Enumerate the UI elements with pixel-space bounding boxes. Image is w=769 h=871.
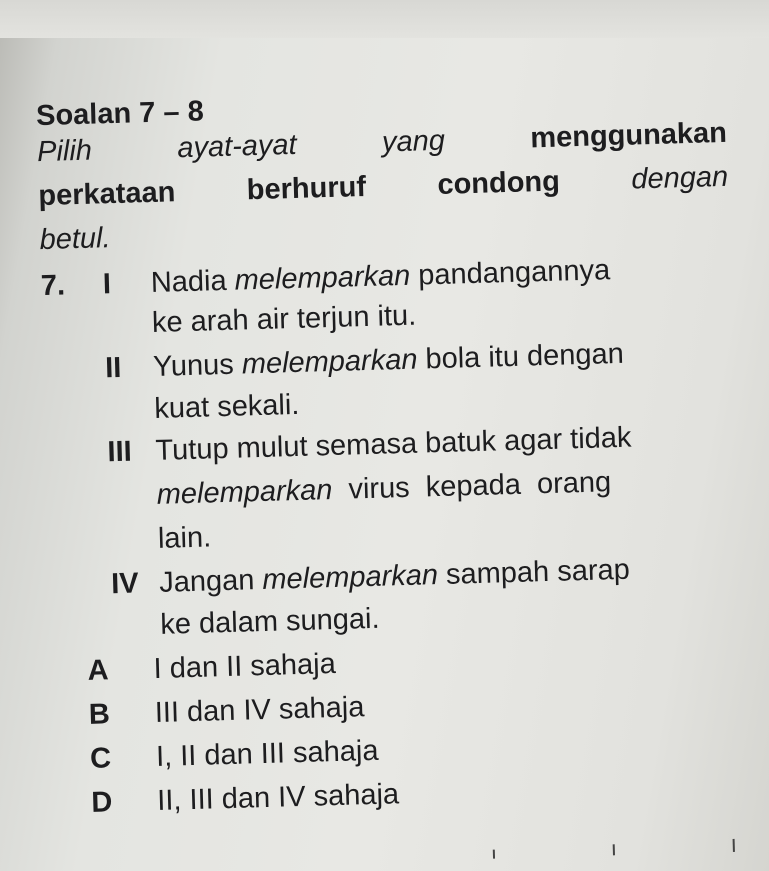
instruction-word: menggunakan	[529, 116, 728, 155]
instruction-word: yang	[381, 124, 446, 159]
instruction-word: condong	[437, 165, 561, 201]
instruction-word: berhuruf	[246, 170, 367, 207]
item-text: Tutup mulut semasa batuk agar tidak	[155, 421, 632, 467]
item-numeral: III	[107, 435, 133, 469]
option-letter: A	[87, 654, 110, 687]
bottom-tick-marks	[493, 837, 769, 859]
item-text-plain: Yunus	[152, 348, 243, 383]
item-text: lain.	[157, 521, 212, 555]
item-text-italic: melemparkan	[234, 259, 411, 297]
item-text-plain: pandangannya	[409, 254, 611, 292]
item-text-plain: sampah sarap	[437, 553, 631, 592]
instruction-word: perkataan	[37, 176, 176, 213]
option-letter: D	[90, 786, 113, 819]
option-text: I, II dan III sahaja	[155, 734, 379, 774]
instruction-word: Pilih	[36, 134, 93, 169]
item-text-italic: melemparkan	[241, 343, 418, 381]
item-numeral: IV	[110, 567, 140, 601]
question-number: 7.	[40, 269, 66, 303]
option-letter: C	[89, 742, 112, 775]
item-text-plain: Nadia	[150, 264, 236, 299]
item-text-plain: Jangan	[158, 564, 263, 599]
option-text: II, III dan IV sahaja	[156, 778, 400, 818]
item-numeral: II	[104, 351, 122, 385]
item-text	[156, 462, 612, 515]
item-text: ke dalam sungai.	[159, 602, 380, 641]
item-text-italic: melemparkan	[156, 474, 333, 511]
option-text: III dan IV sahaja	[154, 691, 365, 730]
item-text: kuat sekali.	[153, 388, 300, 425]
option-letter: B	[88, 698, 111, 731]
instruction-word: dengan	[630, 160, 729, 196]
instruction-line-3: betul.	[39, 222, 111, 257]
item-text-plain: virus kepada orang	[331, 466, 612, 507]
item-text-italic: melemparkan	[261, 559, 439, 596]
option-text: I dan II sahaja	[153, 647, 337, 686]
instruction-word: ayat-ayat	[176, 128, 298, 165]
section-title: Soalan 7 – 8	[35, 95, 205, 133]
item-text-plain: bola itu dengan	[416, 337, 625, 376]
item-numeral: I	[102, 268, 112, 301]
item-text: ke arah air terjun itu.	[151, 299, 417, 339]
